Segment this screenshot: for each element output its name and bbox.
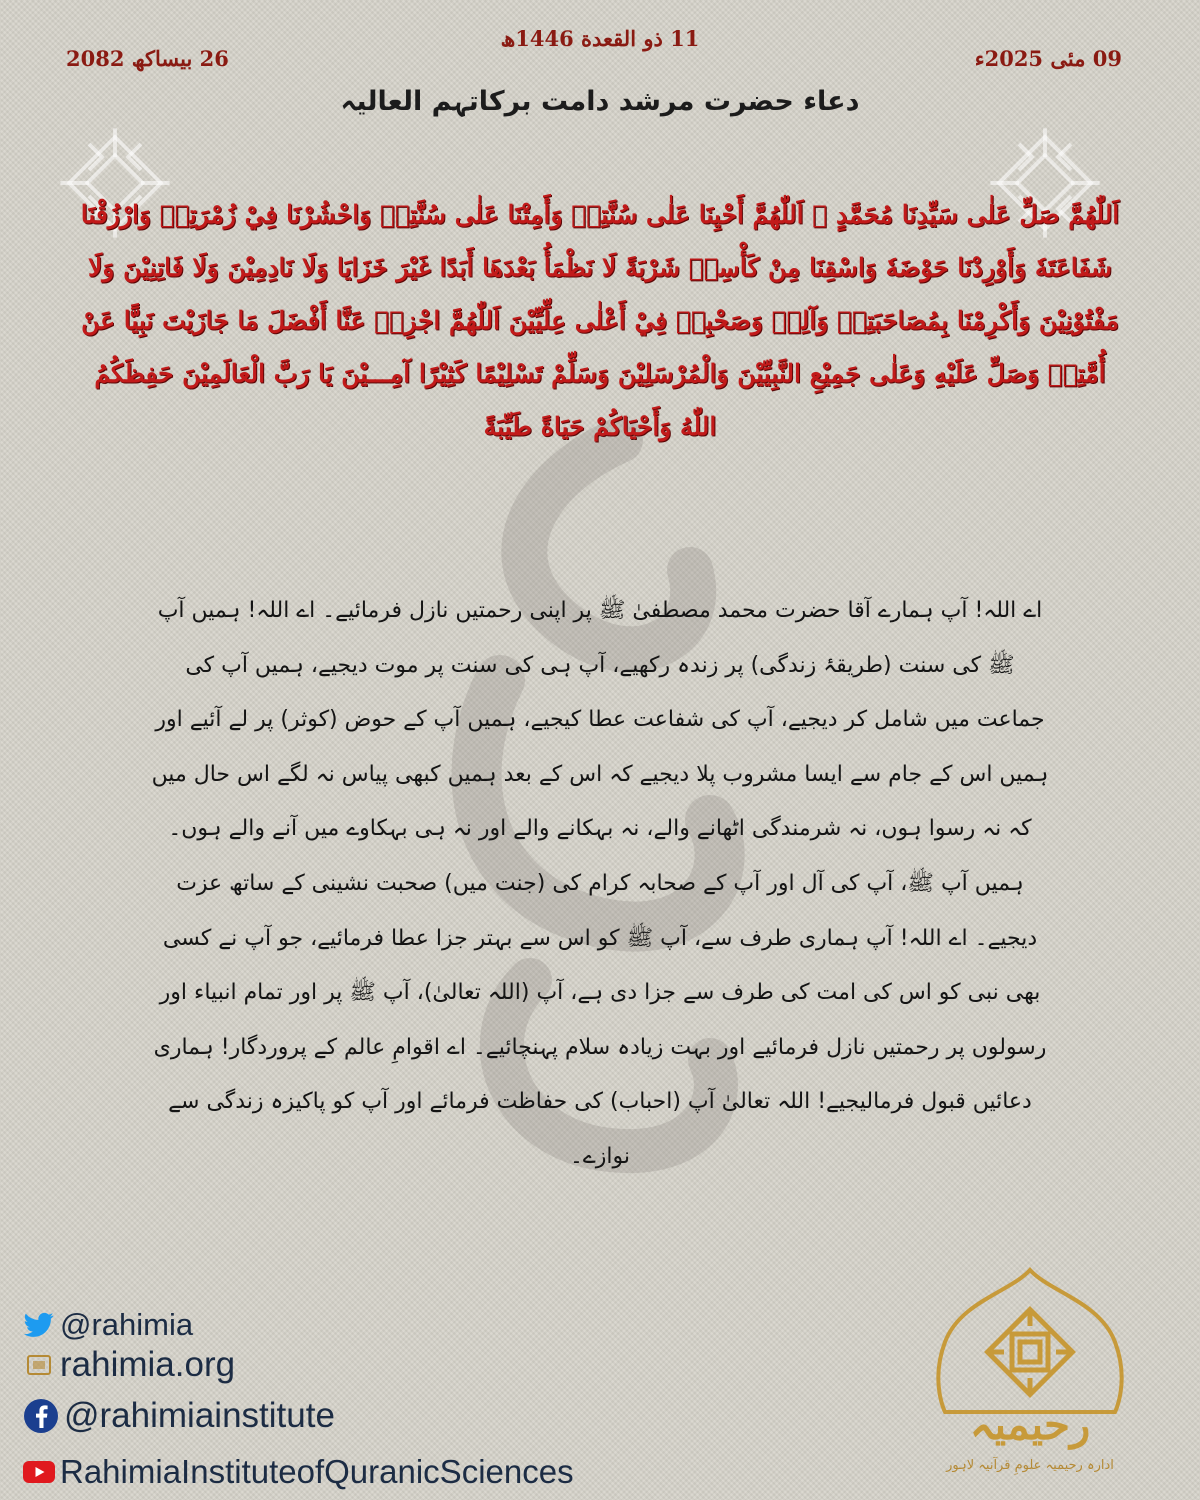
page-title: دعاء حضرت مرشد دامت برکاتہم العالیہ	[340, 86, 860, 117]
logo-name: رحیمیہ	[969, 1400, 1091, 1449]
twitter-icon	[22, 1308, 56, 1342]
website-url: rahimia.org	[60, 1345, 236, 1384]
youtube-channel: RahimiaInstituteofQuranicSciences	[60, 1453, 574, 1490]
hijri-date: 11 ذو القعدة 1446ھ	[500, 26, 700, 51]
facebook-icon	[22, 1397, 60, 1435]
facebook-handle: @rahimiainstitute	[64, 1396, 335, 1435]
twitter-link[interactable]	[22, 1305, 193, 1345]
youtube-link[interactable]	[22, 1452, 574, 1492]
gregorian-date: 09 مئی 2025ء	[974, 46, 1122, 71]
bikrami-date: 26 بیساکھ 2082	[66, 46, 229, 71]
arabic-dua-text: اَللّٰهُمَّ صَلِّ عَلٰى سَيِّدِنَا مُحَمَّدٍ ﷺ اَللّٰهُمَّ أَحْيِنَا عَلٰى سُنَّتِهٖ وَأَمِتْنَا عَلٰى سُنَّتِهٖ وَاحْشُرْنَا فِيْ زُمْرَتِهٖ وَارْزُقْنَا شَفَاعَتَهٗ وَأَوْرِدْنَا حَوْضَهٗ وَاسْقِنَا مِنْ كَأْسِهٖ شَرْبَةً لَا نَظْمَأُ بَعْدَهَا أَبَدًا غَيْرَ خَزَايَا وَلَا نَادِمِيْنَ وَلَا فَاتِنِيْنَ وَلَا مَفْتُوْنِيْنَ وَأَكْرِمْنَا بِمُصَاحَبَتِهٖ وَآلِهٖ وَصَحْبِهٖ فِيْ أَعْلٰى عِلِّيِّيْنَ اَللّٰهُمَّ اجْزِهٖ عَنَّا أَفْضَلَ مَا جَازَيْتَ نَبِيًّا عَنْ أُمَّتِهٖ وَصَلِّ عَلَيْهِ وَعَلٰى جَمِيْعِ النَّبِيِّيْنَ وَالْمُرْسَلِيْنَ وَسَلِّمْ تَسْلِيْمًا كَثِيْرًا آمِـــيْنَ يَا رَبَّ الْعَالَمِيْنَ حَفِظَكُمُ اللّٰهُ وَأَحْيَاكُمْ حَيَاةً طَيِّبَةً	[80, 200, 1120, 441]
youtube-icon	[22, 1455, 56, 1489]
twitter-handle: @rahimia	[60, 1307, 194, 1342]
logo-subtitle: ادارہ رحیمیہ علومِ قرآنیہ لاہور	[946, 1458, 1114, 1473]
web-icon	[22, 1348, 56, 1382]
facebook-link[interactable]	[22, 1396, 335, 1436]
urdu-translation-text: اے اللہ! آپ ہمارے آقا حضرت محمد مصطفیٰ ﷺ پر اپنی رحمتیں نازل فرمائیے۔ اے اللہ! ہمیں آپ ﷺ کی سنت (طریقۂ زندگی) پر زندہ رکھیے، آپ ہی کی سنت پر موت دیجیے، ہمیں آپ کی جماعت میں شامل کر دیجیے، آپ کی شفاعت عطا کیجیے، ہمیں آپ کے حوض (کوثر) پر لے آئیے اور ہمیں اس کے جام سے ایسا مشروب پلا دیجیے کہ اس کے بعد ہمیں کبھی پیاس نہ لگے اس حال میں کہ نہ رسوا ہوں، نہ شرمندگی اٹھانے والے، نہ بہکانے والے اور نہ ہی بہکاوے میں آنے والے ہوں۔ ہمیں آپ ﷺ، آپ کی آل اور آپ کے صحابہ کرام کی (جنت میں) صحبت نشینی کے ساتھ عزت دیجیے۔ اے اللہ! آپ ہماری طرف سے، آپ ﷺ کو اس سے بہتر جزا عطا فرمائیے، جو آپ نے کسی بھی نبی کو اس کی امت کی طرف سے جزا دی ہے، آپ (اللہ تعالیٰ)، آپ ﷺ پر اور تمام انبیاء اور رسولوں پر رحمتیں نازل فرمائیے اور بہت زیادہ سلام پہنچائیے۔ اے اقوامِ عالم کے پروردگار! ہماری دعائیں قبول فرمالیجیے! اللہ تعالیٰ آپ (احباب) کی حفاظت فرمائے اور آپ کو پاکیزہ زندگی سے نوازے۔	[151, 598, 1049, 1169]
website-link[interactable]	[22, 1345, 235, 1385]
